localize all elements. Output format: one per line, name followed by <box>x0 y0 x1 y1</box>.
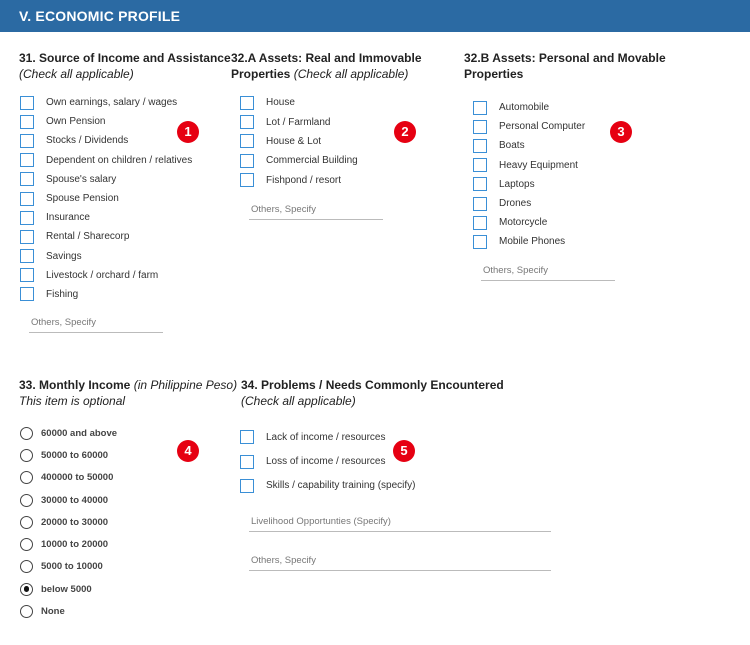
income-source-option-rental-sharecorp[interactable] <box>20 227 192 246</box>
personal-assets-option-label: Automobile <box>499 102 550 114</box>
personal-assets-option-label: Personal Computer <box>499 121 586 133</box>
real-assets-checkbox[interactable] <box>240 115 254 129</box>
real-assets-checkbox[interactable] <box>240 96 254 110</box>
personal-assets-checkbox[interactable] <box>473 101 487 115</box>
income-source-option-label: Fishing <box>46 288 79 300</box>
personal-assets-checkbox[interactable] <box>473 158 487 172</box>
monthly-income-title-em: (in Philippine Peso) <box>133 378 238 392</box>
monthly-income-radio[interactable] <box>20 605 33 618</box>
income-source-subtitle: (Check all applicable) <box>19 67 134 81</box>
real-assets-title-em: (Check all applicable) <box>293 67 409 81</box>
income-source-option-label: Spouse Pension <box>46 193 119 205</box>
real-assets-other-input[interactable] <box>249 204 383 220</box>
real-assets-option-fishpond-resort[interactable] <box>240 171 358 190</box>
real-assets-title <box>231 50 422 82</box>
real-assets-title-bold: Properties <box>231 67 291 81</box>
personal-assets-title-line2: Properties <box>464 67 524 81</box>
income-source-checkbox[interactable] <box>20 287 34 301</box>
monthly-income-option-label: 5000 to 10000 <box>41 561 103 573</box>
problems-option-loss-of-income-resources[interactable] <box>240 449 416 473</box>
monthly-income-option-label: 50000 to 60000 <box>41 449 109 461</box>
monthly-income-radio[interactable] <box>20 560 33 573</box>
personal-assets-title <box>464 50 666 82</box>
income-source-checkbox[interactable] <box>20 230 34 244</box>
problems-title: 34. Problems / Needs Commonly Encountered <box>241 378 504 392</box>
personal-assets-checkbox[interactable] <box>473 139 487 153</box>
real-assets-option-label: Fishpond / resort <box>266 174 342 186</box>
personal-assets-option-label: Motorcycle <box>499 217 548 229</box>
monthly-income-options <box>20 422 117 623</box>
income-source-other-input[interactable] <box>29 317 163 333</box>
monthly-income-title <box>19 377 237 393</box>
monthly-income-option-label: 30000 to 40000 <box>41 494 109 506</box>
monthly-income-option-label: below 5000 <box>41 583 92 595</box>
income-source-option-label: Livestock / orchard / farm <box>46 269 159 281</box>
income-source-list <box>20 93 192 304</box>
income-source-checkbox[interactable] <box>20 134 34 148</box>
income-source-checkbox[interactable] <box>20 153 34 167</box>
monthly-income-radio[interactable] <box>20 427 33 440</box>
personal-assets-option-boats[interactable] <box>473 136 585 155</box>
monthly-income-radio[interactable] <box>20 538 33 551</box>
monthly-income-option-400000-to-50000[interactable] <box>20 467 117 489</box>
problems-other-input[interactable] <box>249 555 551 571</box>
personal-assets-option-personal-computer[interactable] <box>473 117 585 136</box>
problems-option-label: Lack of income / resources <box>266 431 386 443</box>
problems-checkbox[interactable] <box>240 430 254 444</box>
personal-assets-checkbox[interactable] <box>473 120 487 134</box>
income-source-option-label: Insurance <box>46 212 90 224</box>
monthly-income-option-label: 400000 to 50000 <box>41 472 114 484</box>
personal-assets-other-input[interactable] <box>481 265 615 281</box>
income-source-option-label: Own Pension <box>46 116 106 128</box>
problems-checkbox[interactable] <box>240 455 254 469</box>
real-assets-option-label: House & Lot <box>266 135 322 147</box>
personal-assets-option-automobile[interactable] <box>473 98 585 117</box>
problems-list <box>240 425 416 498</box>
monthly-income-radio[interactable] <box>20 583 33 596</box>
monthly-income-option-50000-to-60000[interactable] <box>20 444 117 466</box>
personal-assets-option-label: Heavy Equipment <box>499 159 578 171</box>
personal-assets-option-motorcycle[interactable] <box>473 213 585 232</box>
personal-assets-option-heavy-equipment[interactable] <box>473 156 585 175</box>
income-source-checkbox[interactable] <box>20 172 34 186</box>
monthly-income-option-10000-to-20000[interactable] <box>20 533 117 555</box>
income-source-option-label: Dependent on children / relatives <box>46 154 193 166</box>
personal-assets-option-label: Boats <box>499 140 525 152</box>
personal-assets-option-laptops[interactable] <box>473 175 585 194</box>
personal-assets-option-label: Drones <box>499 198 532 210</box>
callout-badge-2: 2 <box>394 121 416 143</box>
income-source-option-savings[interactable] <box>20 247 192 266</box>
personal-assets-option-label: Mobile Phones <box>499 236 566 248</box>
income-source-option-own-pension[interactable] <box>20 112 192 131</box>
real-assets-checkbox[interactable] <box>240 134 254 148</box>
personal-assets-checkbox[interactable] <box>473 177 487 191</box>
monthly-income-radio[interactable] <box>20 516 33 529</box>
income-source-title: 31. Source of Income and Assistance <box>19 51 231 65</box>
personal-assets-option-drones[interactable] <box>473 194 585 213</box>
monthly-income-radio[interactable] <box>20 494 33 507</box>
real-assets-title-line2 <box>231 66 422 82</box>
income-source-option-label: Own earnings, salary / wages <box>46 97 178 109</box>
income-source-option-label: Rental / Sharecorp <box>46 231 130 243</box>
monthly-income-option-30000-to-40000[interactable] <box>20 489 117 511</box>
income-source-checkbox[interactable] <box>20 192 34 206</box>
income-source-option-spouse-s-salary[interactable] <box>20 170 192 189</box>
income-source-checkbox[interactable] <box>20 249 34 263</box>
callout-badge-4: 4 <box>177 440 199 462</box>
monthly-income-option-5000-to-10000[interactable] <box>20 556 117 578</box>
real-assets-title-line1: 32.A Assets: Real and Immovable <box>231 51 422 65</box>
real-assets-checkbox[interactable] <box>240 154 254 168</box>
real-assets-option-lot-farmland[interactable] <box>240 112 358 131</box>
income-source-option-livestock-orchard-farm[interactable] <box>20 266 192 285</box>
personal-assets-title-line1: 32.B Assets: Personal and Movable <box>464 51 666 65</box>
personal-assets-checkbox[interactable] <box>473 197 487 211</box>
monthly-income-option-60000-and-above[interactable] <box>20 422 117 444</box>
income-source-option-label: Stocks / Dividends <box>46 135 129 147</box>
monthly-income-option-label: 20000 to 30000 <box>41 516 109 528</box>
callout-badge-1: 1 <box>177 121 199 143</box>
real-assets-option-label: House <box>266 97 295 109</box>
real-assets-option-house-lot[interactable] <box>240 132 358 151</box>
income-source-option-own-earnings-salary-wages[interactable] <box>20 93 192 112</box>
personal-assets-option-label: Laptops <box>499 178 535 190</box>
income-source-option-label: Savings <box>46 250 82 262</box>
income-source-option-spouse-pension[interactable] <box>20 189 192 208</box>
income-source-checkbox[interactable] <box>20 268 34 282</box>
personal-assets-checkbox[interactable] <box>473 216 487 230</box>
monthly-income-radio[interactable] <box>20 449 33 462</box>
monthly-income-radio[interactable] <box>20 471 33 484</box>
income-source-option-dependent-on-children-relatives[interactable] <box>20 151 192 170</box>
income-source-checkbox[interactable] <box>20 115 34 129</box>
monthly-income-option-label: None <box>41 606 65 618</box>
income-source-option-fishing[interactable] <box>20 285 192 304</box>
livelihood-opportunities-input[interactable] <box>249 516 551 532</box>
monthly-income-option-none[interactable] <box>20 600 117 622</box>
real-assets-option-label: Lot / Farmland <box>266 116 331 128</box>
real-assets-checkbox[interactable] <box>240 173 254 187</box>
monthly-income-subtitle: This item is optional <box>19 394 126 408</box>
personal-assets-list <box>473 98 585 252</box>
problems-option-lack-of-income-resources[interactable] <box>240 425 416 449</box>
personal-assets-checkbox[interactable] <box>473 235 487 249</box>
callout-badge-5: 5 <box>393 440 415 462</box>
problems-option-label: Skills / capability training (specify) <box>266 480 416 492</box>
monthly-income-title-bold: 33. Monthly Income <box>19 378 131 392</box>
real-assets-option-commercial-building[interactable] <box>240 151 358 170</box>
problems-checkbox[interactable] <box>240 479 254 493</box>
problems-option-label: Loss of income / resources <box>266 456 386 468</box>
problems-subtitle: (Check all applicable) <box>241 394 356 408</box>
monthly-income-option-label: 60000 and above <box>41 427 118 439</box>
monthly-income-option-below-5000[interactable] <box>20 578 117 600</box>
section-header: V. ECONOMIC PROFILE <box>0 0 750 32</box>
income-source-checkbox[interactable] <box>20 96 34 110</box>
real-assets-option-label: Commercial Building <box>266 155 358 167</box>
monthly-income-option-20000-to-30000[interactable] <box>20 511 117 533</box>
callout-badge-3: 3 <box>610 121 632 143</box>
personal-assets-option-mobile-phones[interactable] <box>473 232 585 251</box>
income-source-option-stocks-dividends[interactable] <box>20 131 192 150</box>
monthly-income-option-label: 10000 to 20000 <box>41 539 109 551</box>
real-assets-list <box>240 93 358 190</box>
income-source-option-insurance[interactable] <box>20 208 192 227</box>
real-assets-option-house[interactable] <box>240 93 358 112</box>
income-source-option-label: Spouse's salary <box>46 173 117 185</box>
income-source-checkbox[interactable] <box>20 211 34 225</box>
problems-option-skills-capability-training-specify[interactable] <box>240 474 416 498</box>
